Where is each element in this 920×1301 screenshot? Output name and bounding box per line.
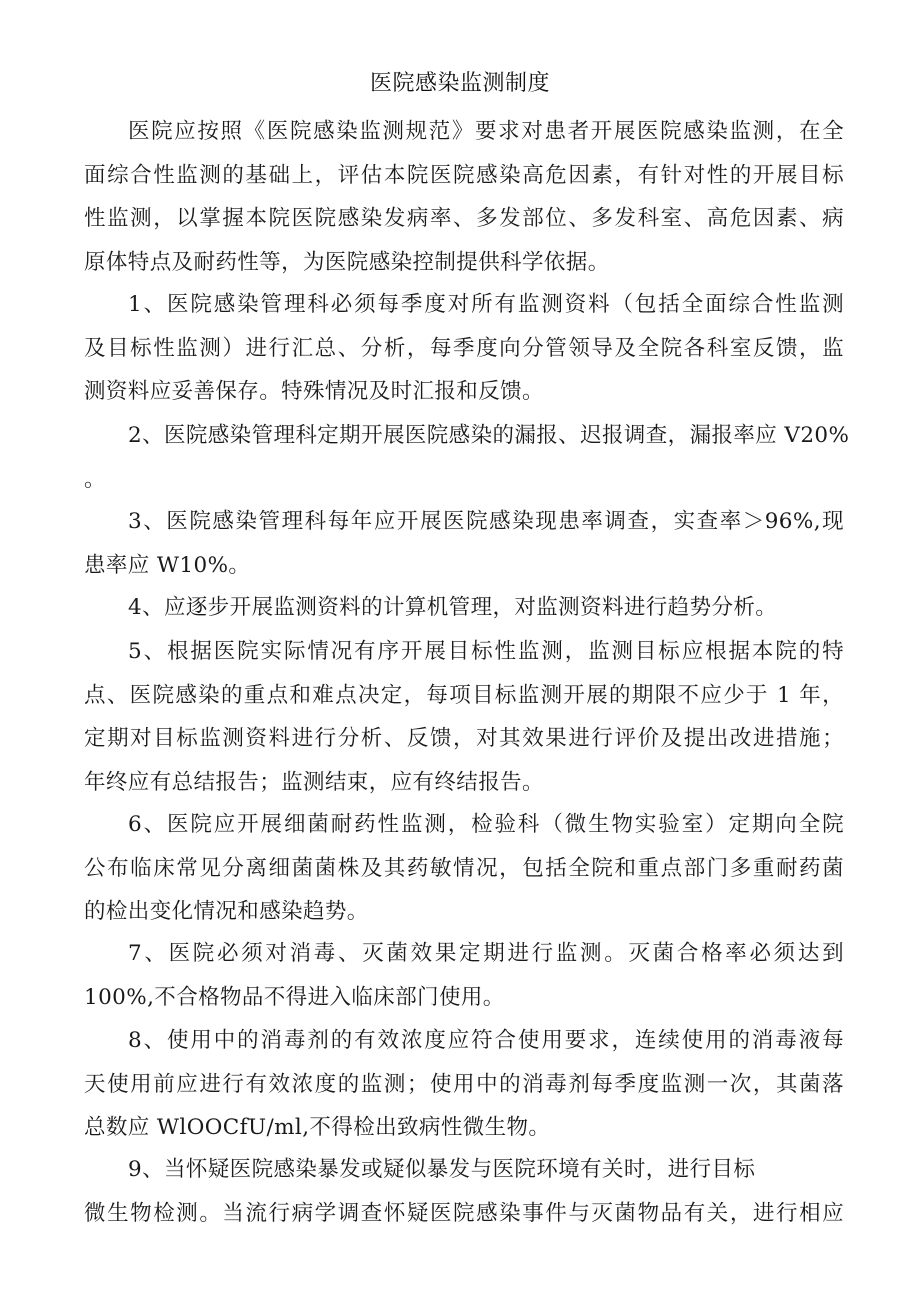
paragraph-line: 100%,不合格物品不得进入临床部门使用。 [84,984,505,1010]
paragraph-line: 总数应 WlOOCfU/ml,不得检出致病性微生物。 [84,1115,551,1141]
paragraph-intro [84,110,844,285]
paragraph-item-5 [84,630,844,805]
paragraph-line: 2、医院感染管理科定期开展医院感染的漏报、迟报调查，漏报率应 V20% [128,423,850,448]
paragraph-item-8 [84,1019,844,1150]
paragraph-line: 6、医院应开展细菌耐药性监测，检验科（微生物实验室）定期向全院 [128,812,844,837]
paragraph-line: 患率应 W10%。 [84,552,251,578]
paragraph-line: 性监测，以掌握本院医院感染发病率、多发部位、多发科室、高危因素、病 [84,206,844,232]
paragraph-line: 4、应逐步开展监测资料的计算机管理，对监测资料进行趋势分析。 [128,595,778,620]
paragraph-item-3 [84,500,844,587]
paragraph-line: 3、医院感染管理科每年应开展医院感染现患率调查，实查率＞96%,现 [128,509,844,534]
paragraph-item-2 [84,414,850,501]
paragraph-line: 定期对目标监测资料进行分析、反馈，对其效果进行评价及提出改进措施； [84,726,844,752]
paragraph-line: 公布临床常见分离细菌菌株及其药敏情况，包括全院和重点部门多重耐药菌 [84,855,844,881]
paragraph-line: 医院应按照《医院感染监测规范》要求对患者开展医院感染监测，在全 [128,119,844,144]
paragraph-line: 。 [84,466,106,492]
paragraph-line: 及目标性监测）进行汇总、分析，每季度向分管领导及全院各科室反馈，监 [84,335,844,361]
paragraph-line: 5、根据医院实际情况有序开展目标性监测，监测目标应根据本院的特 [128,639,844,664]
paragraph-line: 面综合性监测的基础上，评估本院医院感染高危因素，有针对性的开展目标 [84,162,844,188]
paragraph-line: 原体特点及耐药性等，为医院感染控制提供科学依据。 [84,250,610,276]
paragraph-item-9 [84,1148,844,1235]
document-title: 医院感染监测制度 [369,71,550,96]
paragraph-line: 8、使用中的消毒剂的有效浓度应符合使用要求，连续使用的消毒液每 [128,1028,844,1053]
paragraph-item-7 [84,932,844,1019]
paragraph-item-1 [84,283,844,414]
paragraph-item-4 [84,586,844,630]
paragraph-line: 9、当怀疑医院感染暴发或疑似暴发与医院环境有关时，进行目标 [128,1157,756,1182]
paragraph-line: 年终应有总结报告；监测结束，应有终结报告。 [84,770,544,796]
paragraph-line: 7、医院必须对消毒、灭菌效果定期进行监测。灭菌合格率必须达到 [128,941,844,966]
paragraph-line: 的检出变化情况和感染趋势。 [84,899,369,925]
paragraph-line: 天使用前应进行有效浓度的监测；使用中的消毒剂每季度监测一次，其菌落 [84,1071,844,1097]
paragraph-line: 微生物检测。当流行病学调查怀疑医院感染事件与灭菌物品有关，进行相应 [84,1200,844,1226]
paragraph-line: 点、医院感染的重点和难点决定，每项目标监测开展的期限不应少于 1 年， [84,682,844,708]
paragraph-line: 1、医院感染管理科必须每季度对所有监测资料（包括全面综合性监测 [128,292,844,317]
paragraph-line: 测资料应妥善保存。特殊情况及时汇报和反馈。 [84,379,544,405]
paragraph-item-6 [84,803,844,934]
